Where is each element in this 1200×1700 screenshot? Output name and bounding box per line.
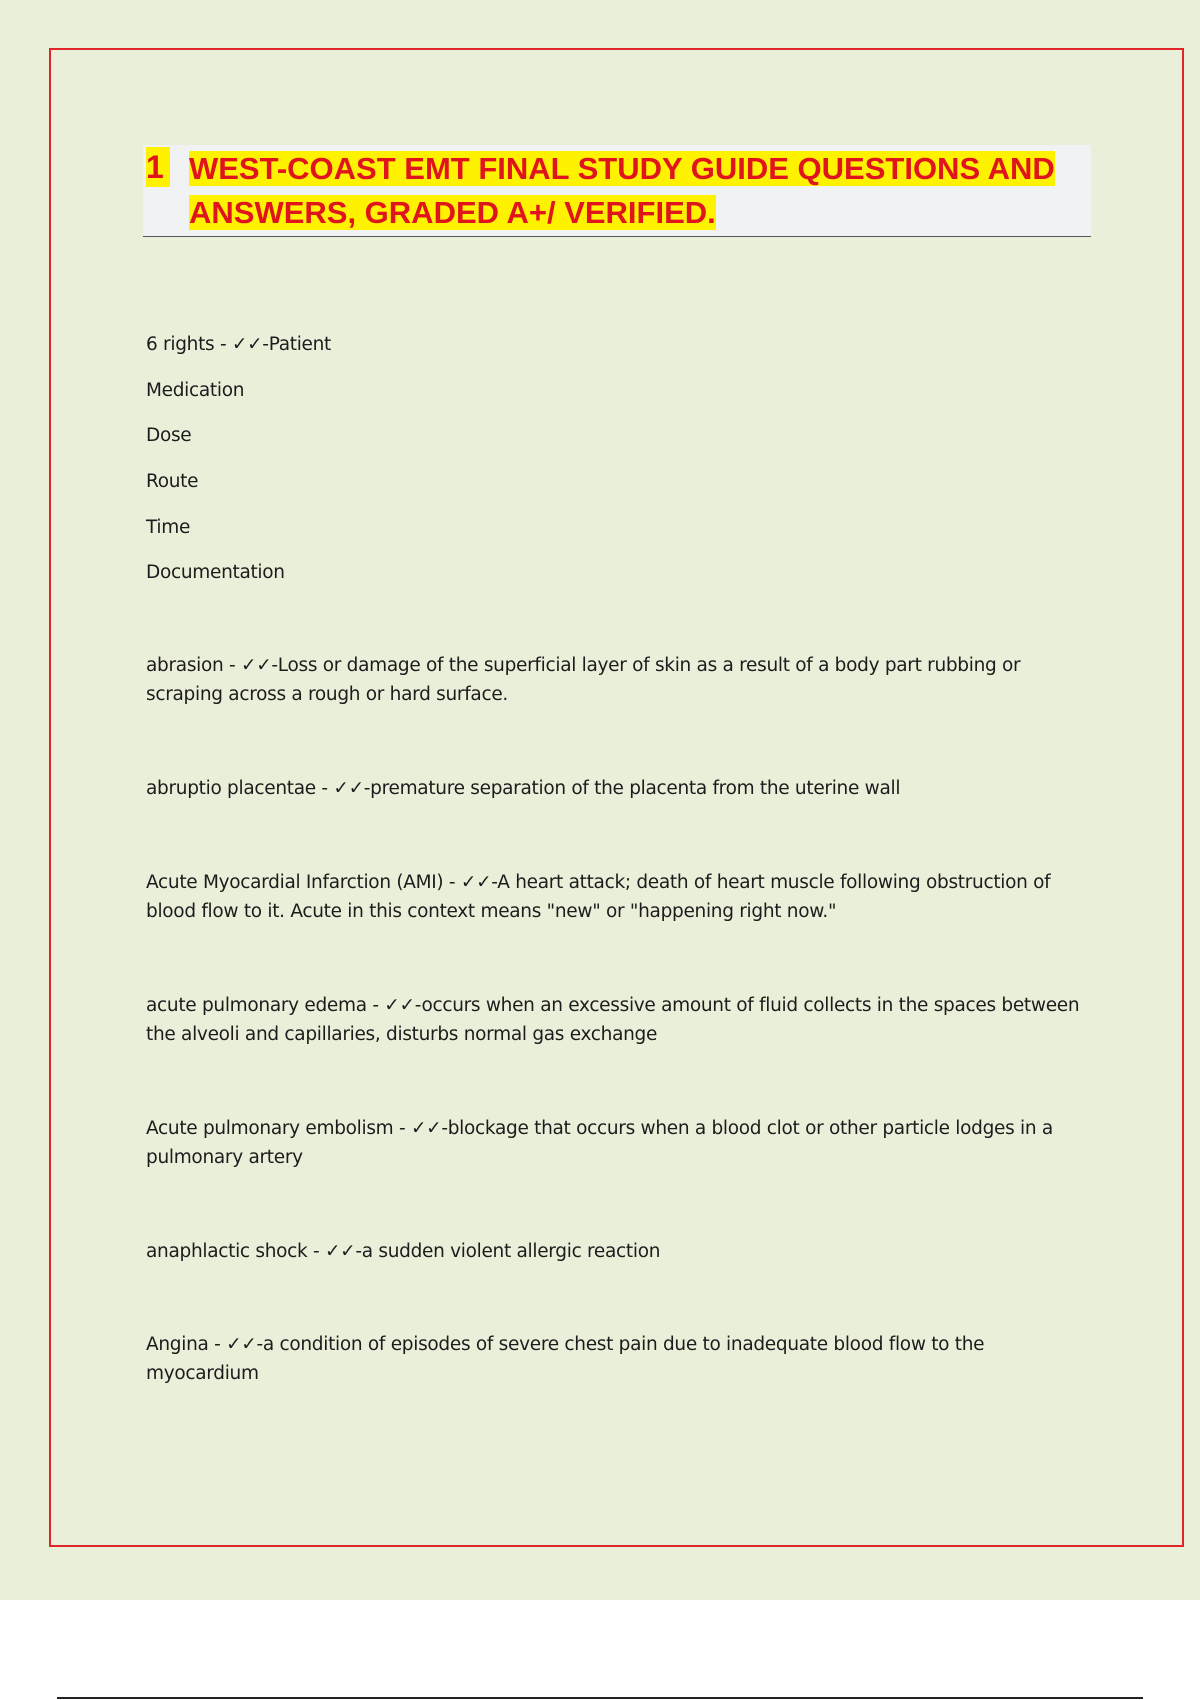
check-marks: - ✓✓- xyxy=(307,1241,362,1262)
entry-definition: a sudden violent allergic reaction xyxy=(361,1241,661,1262)
rights-item: Patient xyxy=(268,334,332,355)
glossary-entry xyxy=(146,1114,1091,1172)
rights-item: Route xyxy=(146,471,199,492)
entry-term: Acute Myocardial Infarction (AMI) xyxy=(146,872,444,893)
footer-rule xyxy=(57,1697,1143,1699)
entry-term: abruptio placentae xyxy=(146,778,316,799)
glossary-entry xyxy=(146,991,1091,1049)
entry-term: anaphlactic shock xyxy=(146,1241,308,1262)
check-marks: - ✓✓- xyxy=(366,995,422,1016)
entry-term: acute pulmonary edema xyxy=(146,995,367,1016)
entry-term: Angina xyxy=(146,1334,209,1355)
title-line-1: WEST-COAST EMT FINAL STUDY GUIDE QUESTIONS AND xyxy=(189,151,1055,186)
entry-term: abrasion xyxy=(146,655,224,676)
glossary-entry xyxy=(146,651,1091,709)
document-title xyxy=(189,147,1089,235)
entry-definition: premature separation of the placenta from the uterine wall xyxy=(370,778,901,799)
entry-definition: a condition of episodes of severe chest pain due to inadequate blood flow to the myocardium xyxy=(146,1334,985,1384)
entry-definition: occurs when an excessive amount of fluid collects in the spaces between the alveoli and capillaries, disturbs normal gas exchange xyxy=(146,995,1080,1045)
entry-term: Acute pulmonary embolism xyxy=(146,1118,394,1139)
rights-item: Documentation xyxy=(146,562,285,583)
glossary-entry xyxy=(146,1330,1091,1388)
entry-definition: Loss or damage of the superficial layer of skin as a result of a body part rubbing or scraping across a rough or hard surface. xyxy=(146,655,1021,705)
entry-definition: blockage that occurs when a blood clot or other particle lodges in a pulmonary artery xyxy=(146,1118,1053,1168)
glossary-entry xyxy=(146,1237,1091,1266)
rights-item: Dose xyxy=(146,425,192,446)
heading-number: 1 xyxy=(146,147,170,187)
check-marks: - ✓✓- xyxy=(443,872,498,893)
entry-definition: A heart attack; death of heart muscle following obstruction of blood flow to it. Acute in this context means "new" or "happening right now." xyxy=(146,872,1051,922)
check-marks: - ✓✓- xyxy=(393,1118,448,1139)
check-marks: - ✓✓- xyxy=(315,778,371,799)
check-marks: - ✓✓- xyxy=(208,1334,263,1355)
rights-first-line xyxy=(146,330,331,359)
rights-item: Medication xyxy=(146,380,245,401)
glossary-entry xyxy=(146,868,1091,926)
rights-item: Time xyxy=(146,517,191,538)
title-line-2: ANSWERS, GRADED A+/ VERIFIED. xyxy=(189,195,716,230)
rights-term: 6 rights xyxy=(146,334,215,355)
check-marks: - ✓✓- xyxy=(214,334,269,355)
glossary-entry xyxy=(146,774,1091,803)
check-marks: - ✓✓- xyxy=(223,655,278,676)
